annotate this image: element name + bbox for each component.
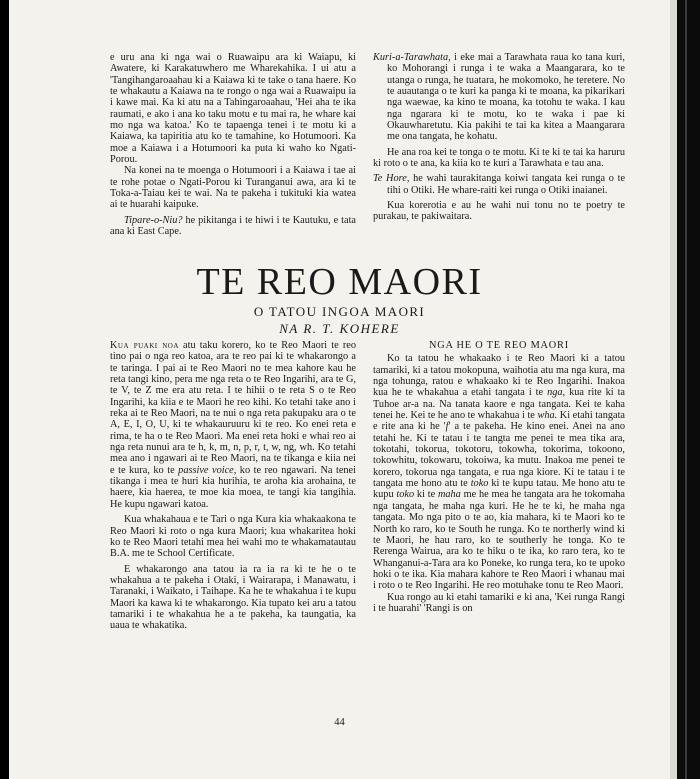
- section-heading: NGA HE O TE REO MAORI: [429, 340, 569, 351]
- place-name: Te Hore,: [373, 173, 410, 185]
- page-edge-strip: [670, 0, 677, 779]
- book-spine-edge: [670, 0, 700, 779]
- body-left-column: [110, 340, 356, 632]
- lead-in-text: Kua puaki noa: [110, 340, 179, 351]
- italic-term: f: [445, 421, 449, 433]
- paragraph: [373, 173, 625, 196]
- paragraph: [110, 215, 356, 238]
- top-right-column: [373, 52, 625, 223]
- paragraph-text: ki te kupu tatau. Me hono atu te kupu: [373, 478, 625, 501]
- paragraph-text: ki te: [414, 489, 438, 501]
- place-name: Tipare-o-Niu?: [124, 214, 183, 226]
- paragraph-text: kua rite ki ta Tuhoe ar-a na. Na tanata kaore e nga tangata. Kei te kaha tenei he. Kei te he ano te whakahua i te: [373, 387, 626, 422]
- paragraph-text: Ko ta tatou he whakaako i te Reo Maori ki a tatou tamariki, ki a tatou mokopuna, waihotia atu ma nga kura, ma nga tohunga, ratou e whakaako ki te Reo Ingarihi. Inakoa kua he te whakahua a etahi tangata i te: [373, 353, 625, 399]
- magazine-page: [9, 0, 670, 779]
- paragraph: [373, 353, 625, 591]
- italic-term: wha.: [537, 410, 558, 422]
- paragraph: Kua whakahaua e te Tari o nga Kura kia whakaakona te Reo Maori ki roto o nga kura Maori; kua whakaritea hoki ko te Reo Maori tetahi mea hei wahi mo te whakamatautau B.A. me te School Certificate.: [110, 514, 356, 560]
- italic-term: nga,: [547, 387, 566, 399]
- italic-term: toko: [470, 478, 489, 490]
- paragraph: e uru ana ki nga wai o Ruawaipu ara ki Waiapu, ki Awatere, ki Karakatuwhero me Wharekahika. I ui atu a 'Tangihangaroaahau ki a Kaiawa ki te take o tana haere. Ko te whakautu a Kaiawa na te rongo o nga wai a Ruawaipu ia i kawe mai. Ka ki atu na a Tahingaroaahau, 'Hei aha te ika raumati, e ako i ana ko taku motu e tu mai ra, he whare kai mo nga wa katoa.' Ko te tapaenga tenei i te motu ki a Kaiawa, ka tapiritia atu ko te tamahine, ko Hotumoori. Ka moe a Kaiawa i a Hotumoori ka puta ki waho ko Ngati-Porou.: [110, 52, 356, 166]
- paragraph: Na konei na te moenga o Hotumoori i a Kaiawa i tae ai te rohe potae o Ngati-Porou ki Turanganui awa, ara ki te Toka-a-Taiau kei te wai. Na te pakeha i tukituki kia watea ai te huarahi kaipuke.: [110, 165, 356, 211]
- italic-term: toko: [396, 489, 415, 501]
- paragraph: Kua rongo au ki etahi tamariki e ki ana, 'Kei runga Rangi i te huarahi' 'Rangi is on: [373, 591, 625, 614]
- article-title: TE REO MAORI: [196, 261, 483, 303]
- body-right-column: [373, 340, 625, 614]
- paragraph-text: he pikitanga i te hiwi i te Kautuku, e tata ana ki East Cape.: [110, 214, 356, 238]
- paragraph: [110, 340, 356, 510]
- paragraph-text: i eke mai a Tarawhata raua ko tana kuri, ko Mohorangi i runga i te waka a Maangarara, ko te utanga o runga, he tuatara, he mokomoko, he teretere. No te auautanga o te kuri ka panga ki te moana, ka pikarikari nga waewae, ka kino te moana, ka totohu te waka. I kau nga ngarara ki te motu, ko te waka i pae ki Okauwharetutu. Kia pakihi te tai ka kitea a Maangarara me ona tangata, he kohatu.: [387, 52, 625, 143]
- page-number: 44: [334, 717, 345, 728]
- paragraph-text: he wahi taurakitanga koiwi tangata kei runga o te tihi o Otiki. He whare-raiti kei runga o Otiki inaianei.: [387, 173, 626, 196]
- paragraph: E whakarongo ana tatou ia ra ia ra ki te he o te whakahua a te pakeha i Otaki, i Wairarapa, i Manawatu, i Taranaki, i Waikato, i Taihape. Ka he te whakahua i te kupu Maori ka kawa ki te whakarongo. Kia tupato kei aru a tatou tamariki i te whakahua he a te pakeha, ka taungatia, ka uaua te whakatika.: [110, 563, 356, 632]
- paragraph-text: me he mea he tangata ara he tokomaha nga tangata, he maha nga kuri. He he te ki, he maha nga tangata. Mo nga pito o te ao, kia mahara, ki te Maori ko te North ko raro, ko te South he runga. Ko te northerly wind ki te Maori, he hau raro, ko te southerly he tonga. Ko te Rerenga Wairua, ara ko te hiku o te ika, ko raro tera, ko te Whanganui-a-Tara ara ko Poneke, ko runga tera, ko te upoko hoki o te ika. Kia mahara kahore te Reo Maori i whanau mai i roto o te Reo Ingarihi. He reo motuhake tonu te Reo Maori.: [373, 489, 625, 592]
- top-left-column: [110, 52, 356, 238]
- italic-term: passive voice: [178, 464, 234, 476]
- paragraph-text: atu taku korero, ko te Reo Maori te reo tino pai o nga reo katoa, ara te reo pai ki te whakarongo a te taringa. I pai ai te Reo Maori no te mea kahore kau he reta tangi kino, pera me nga reta o te Reo Ingarihi, ara te G, te V, te Z me era atu reta. I te hihii o te reta S o te Reo Ingarihi, ka kiia e te Maori he reo kihi. Ko tetahi take ano i reka ai te Reo Maori, na te nui o nga reta pakupaku ara o te A, E, I, O, U, ki te whakauruuru ki te reo. Ko enei reta e rima, te ha o te Reo Maori. Ma enei reta hoki e whai reo ai nga reta nunui ara te h, k, m, n, p, r, t, w, ng, wh. Ko tetahi mea ano i ngawari ai te Reo Maori, na te tikanga e kiia nei e te kura, ko te: [110, 340, 356, 476]
- article-byline: NA R. T. KOHERE: [279, 321, 400, 336]
- place-name: Kuri-a-Tarawhata,: [373, 52, 451, 63]
- paragraph: He ana roa kei te tonga o te motu. Ki te ki te tai ka haruru ki roto o te ana, ka kiia ko te kuri a Tarawhata e tau ana.: [373, 146, 625, 170]
- article-subtitle: O TATOU INGOA MAORI: [253, 304, 426, 319]
- paragraph: [373, 52, 625, 143]
- paragraph-text: ' a te pakeha. He kino enei. Anei na ano tetahi he. Ki te tatau i te tangta me penei te mea tika ara, tokotahi, tokorua, tokotoru, tokowha, tokorima, tokoono, tokowhitu, tokowaru, tokoiwa, ka mutu. Inakoa me penei te korero, tokorua nga tangata, e rua nga kiore. Ki te tatau i te tangata me hono atu te: [373, 421, 625, 490]
- spine-line: [685, 0, 687, 779]
- italic-term: maha: [437, 489, 461, 501]
- paragraph-text: Ki etahi tangata e rite ana ki he ': [373, 410, 625, 433]
- paragraph: Kua korerotia e au he wahi nui tonu no te poetry te purakau, te pakiwaitara.: [373, 200, 625, 223]
- paragraph-text: , ko te reo ngawari. Na tenei tikanga i mea te huri kia hurihia, te aroha kia arohaina, te haere, kia haerea, te moe kia moea, te tangi kia tangihia. He kupu ngawari katoa.: [110, 464, 356, 510]
